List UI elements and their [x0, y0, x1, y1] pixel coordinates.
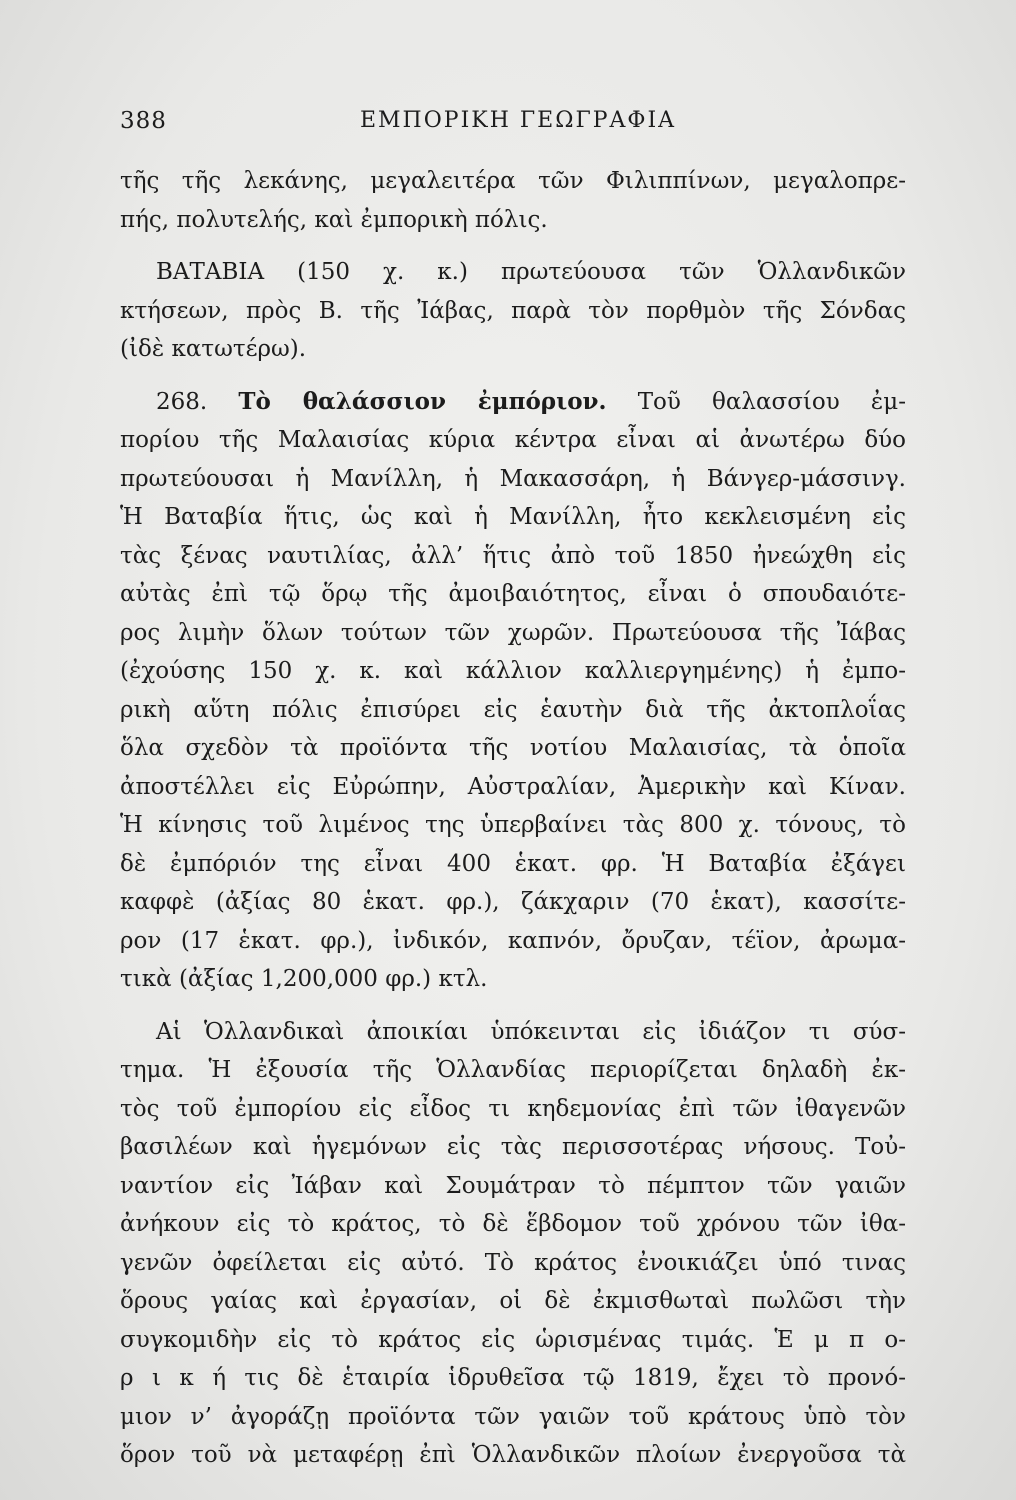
- text-line: βασιλέων καὶ ἡγεμόνων εἰς τὰς περισσοτέρας νήσους. Τοὐ-: [120, 1134, 906, 1160]
- text-line: Ἡ κίνησις τοῦ λιμένος της ὑπερβαίνει τὰς 800 χ. τόνους, τὸ: [120, 812, 906, 838]
- text-line: καφφὲ (ἀξίας 80 ἑκατ. φρ.), ζάκχαριν (70 ἑκατ), κασσίτε-: [120, 889, 906, 915]
- text-line: τικὰ (ἀξίας 1,200,000 φρ.) κτλ.: [120, 966, 488, 992]
- body-text: [120, 162, 906, 1475]
- text-line: ἀνήκουν εἰς τὸ κράτος, τὸ δὲ ἕβδομον τοῦ χρόνου τῶν ἰθα-: [120, 1211, 906, 1237]
- text-line: ρ ι κ ή τις δὲ ἑταιρία ἱδρυθεῖσα τῷ 1819, ἔχει τὸ προνό-: [120, 1365, 906, 1391]
- section-268: [120, 383, 906, 999]
- text-line: ὅρον τοῦ νὰ μεταφέρῃ ἐπὶ Ὁλλανδικῶν πλοίων ἐνεργοῦσα τὰ: [120, 1442, 906, 1468]
- page-number: 388: [120, 108, 167, 134]
- text-line: (ἐχούσης 150 χ. κ. καὶ κάλλιον καλλιεργημένης) ἡ ἐμπο-: [120, 658, 906, 684]
- text-line: πής, πολυτελής, καὶ ἐμπορικὴ πόλις.: [120, 206, 548, 233]
- text-line: Ἡ Βαταβία ἥτις, ὡς καὶ ἡ Μανίλλη, ἦτο κεκλεισμένη εἰς: [120, 504, 906, 530]
- running-title: ΕΜΠΟΡΙΚΗ ΓΕΩΓΡΑΦΙΑ: [359, 108, 677, 133]
- text-line: συγκομιδὴν εἰς τὸ κράτος εἰς ὡρισμένας τιμάς. Ἑ μ π ο-: [120, 1326, 906, 1353]
- text-line: ὅρους γαίας καὶ ἐργασίαν, οἱ δὲ ἐκμισθωταὶ πωλῶσι τὴν: [120, 1288, 906, 1314]
- section-heading-line: [120, 383, 906, 422]
- text-line: (ἰδὲ κατωτέρω).: [120, 336, 307, 362]
- text-line: ναντίον εἰς Ἰάβαν καὶ Σουμάτραν τὸ πέμπτον τῶν γαιῶν: [120, 1172, 906, 1199]
- section-number: 268.: [156, 388, 208, 415]
- text-line: μιον ν’ ἀγοράζῃ προϊόντα τῶν γαιῶν τοῦ κράτους ὑπὸ τὸν: [120, 1403, 906, 1430]
- text-line: ρος λιμὴν ὅλων τούτων τῶν χωρῶν. Πρωτεύουσα τῆς Ἰάβας: [120, 619, 906, 646]
- text-line: κτήσεων, πρὸς Β. τῆς Ἰάβας, παρὰ τὸν πορθμὸν τῆς Σόνδας: [120, 297, 906, 324]
- text-line: ρον (17 ἑκατ. φρ.), ἰνδικόν, καπνόν, ὄρυζαν, τέϊον, ἀρωμα-: [120, 927, 906, 954]
- text-line: πορίου τῆς Μαλαισίας κύρια κέντρα εἶναι αἱ ἀνωτέρω δύο: [120, 427, 906, 453]
- text-line: τημα. Ἡ ἐξουσία τῆς Ὁλλανδίας περιορίζεται δηλαδὴ ἐκ-: [120, 1057, 906, 1083]
- text-line: τὰς ξένας ναυτιλίας, ἀλλ’ ἥτις ἀπὸ τοῦ 1850 ἠνεώχθη εἰς: [120, 542, 906, 569]
- text-line: ὅλα σχεδὸν τὰ προϊόντα τῆς νοτίου Μαλαισίας, τὰ ὁποῖα: [120, 735, 906, 761]
- text-line: τῆς τῆς λεκάνης, μεγαλειτέρα τῶν Φιλιππίνων, μεγαλοπρε-: [120, 168, 906, 194]
- paragraph-dutch-colonies: [120, 1013, 906, 1475]
- section-title: Τὸ θαλάσσιον ἐμπόριον.: [238, 387, 607, 415]
- text-line: πρωτεύουσαι ἡ Μανίλλη, ἡ Μακασσάρη, ἡ Βάνγερ-μάσσινγ.: [120, 465, 906, 492]
- text-line: ρικὴ αὕτη πόλις ἐπισύρει εἰς ἑαυτὴν διὰ τῆς ἀκτοπλοΐας: [120, 696, 906, 723]
- page-header: [120, 108, 916, 148]
- text-fragment: Τοῦ θαλασσίου ἐμ-: [637, 388, 906, 415]
- text-line: ΒΑΤΑΒΙΑ (150 χ. κ.) πρωτεύουσα τῶν Ὁλλανδικῶν: [156, 259, 906, 285]
- text-line: Αἱ Ὁλλανδικαὶ ἀποικίαι ὑπόκεινται εἰς ἰδιάζον τι σύσ-: [156, 1018, 906, 1045]
- text-line: ἀποστέλλει εἰς Εὐρώπην, Αὐστραλίαν, Ἀμερικὴν καὶ Κίναν.: [120, 773, 906, 800]
- text-line: γενῶν ὀφείλεται εἰς αὐτό. Τὸ κράτος ἐνοικιάζει ὑπό τινας: [120, 1249, 906, 1276]
- text-line: αὐτὰς ἐπὶ τῷ ὅρῳ τῆς ἀμοιβαιότητος, εἶναι ὁ σπουδαιότε-: [120, 581, 906, 607]
- text-line: τὸς τοῦ ἐμπορίου εἰς εἶδος τι κηδεμονίας ἐπὶ τῶν ἰθαγενῶν: [120, 1095, 906, 1122]
- paragraph-continuation: [120, 162, 906, 239]
- text-line: δὲ ἐμπόριόν της εἶναι 400 ἑκατ. φρ. Ἡ Βαταβία ἐξάγει: [120, 850, 906, 877]
- paragraph-batavia: [120, 253, 906, 369]
